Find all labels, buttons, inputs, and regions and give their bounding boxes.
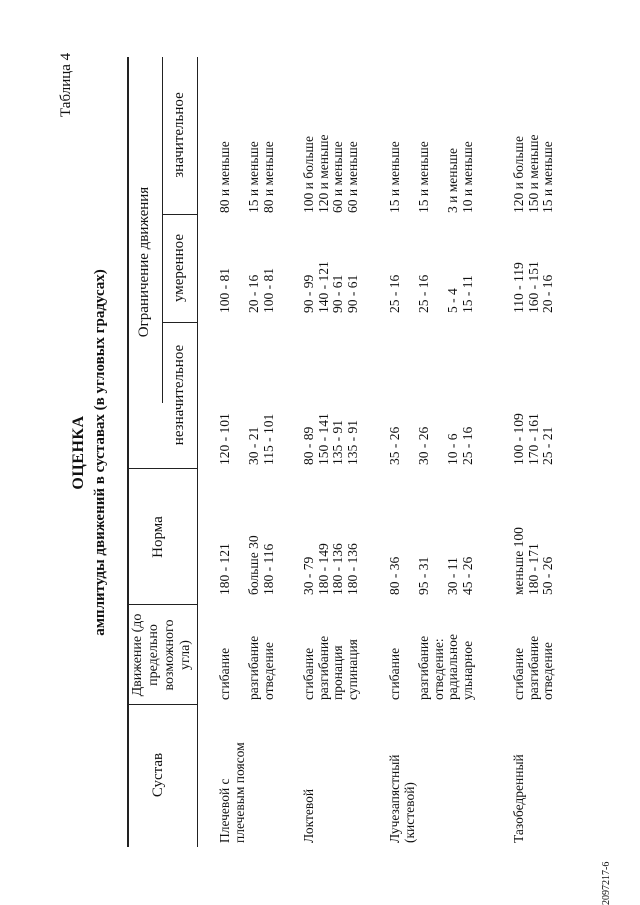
joint-wrist: Лучезапястный (кистевой): [387, 754, 417, 843]
header-limitation: Ограничение движения: [136, 186, 152, 338]
slight-hip: 100 - 109 170 - 161 25 - 21: [511, 413, 555, 465]
moderate-shoulder: 100 - 81 20 - 16 100 - 81: [217, 268, 276, 313]
movement-wrist: сгибание разгибание отведение: радиальное ульнарное: [387, 634, 475, 700]
table-caption: Таблица 4: [58, 52, 74, 117]
movement-elbow: сгибание разгибание пронация супинация: [301, 635, 360, 700]
significant-shoulder: 80 и меньше 15 и меньше 80 и меньше: [217, 141, 276, 213]
header-slight: незначительное: [171, 344, 187, 446]
limitation-under-rule: [162, 57, 163, 403]
significant-hip: 120 и больше 150 и меньше 15 и меньше: [511, 134, 555, 213]
norm-elbow: 30 - 79 180 - 149 180 - 136 180 - 136: [301, 543, 360, 595]
document-subtitle: амплитуды движений в суставах (в угловых градусах): [92, 269, 108, 636]
norm-shoulder: 180 - 121 больше 30 180 - 116: [217, 535, 276, 595]
header-significant: значительное: [171, 92, 187, 178]
col-sep-norm-limitation: [127, 468, 197, 469]
moderate-elbow: 90 - 99 140 - 121 90 - 61 90 - 61: [301, 261, 360, 313]
slight-elbow: 80 - 89 150 - 141 135 - 91 135 - 91: [301, 413, 360, 465]
movement-hip: сгибание разгибание отведение: [511, 635, 555, 700]
moderate-hip: 110 - 119 160 - 151 20 - 16: [511, 261, 555, 313]
joint-hip: Тазобедренный: [511, 754, 526, 843]
table-top-rule: [127, 57, 129, 847]
header-moderate: умеренное: [171, 234, 187, 303]
document-code: 2097217-6: [601, 861, 612, 905]
significant-elbow: 100 и больше 120 и меньше 60 и меньше 60 и меньше: [301, 134, 360, 213]
header-bottom-rule: [197, 57, 198, 847]
slight-wrist: 35 - 26 30 - 26 10 - 6 25 - 16: [387, 426, 475, 465]
joint-elbow: Локтевой: [301, 788, 316, 843]
header-movement: Движение (до предельно возможного угла): [130, 613, 193, 697]
norm-hip: меньше 100 180 - 171 50 - 26: [511, 527, 555, 595]
document-title: ОЦЕНКА: [70, 415, 87, 490]
header-norm: Норма: [150, 516, 166, 558]
slight-shoulder: 120 - 101 30 - 21 115 - 101: [217, 413, 276, 465]
joint-shoulder: Плечевой с плечевым поясом: [217, 742, 247, 843]
col-sep-joint-movement: [127, 704, 197, 705]
movement-shoulder: сгибание разгибание отведение: [217, 635, 276, 700]
col-sep-movement-norm: [127, 604, 197, 605]
significant-wrist: 15 и меньше 15 и меньше 3 и меньше 10 и меньше: [387, 141, 475, 213]
moderate-wrist: 25 - 16 25 - 16 5 - 4 15 - 11: [387, 274, 475, 313]
norm-wrist: 80 - 36 95 - 31 30 - 11 45 - 26: [387, 556, 475, 595]
header-joint: Сустав: [150, 752, 166, 798]
